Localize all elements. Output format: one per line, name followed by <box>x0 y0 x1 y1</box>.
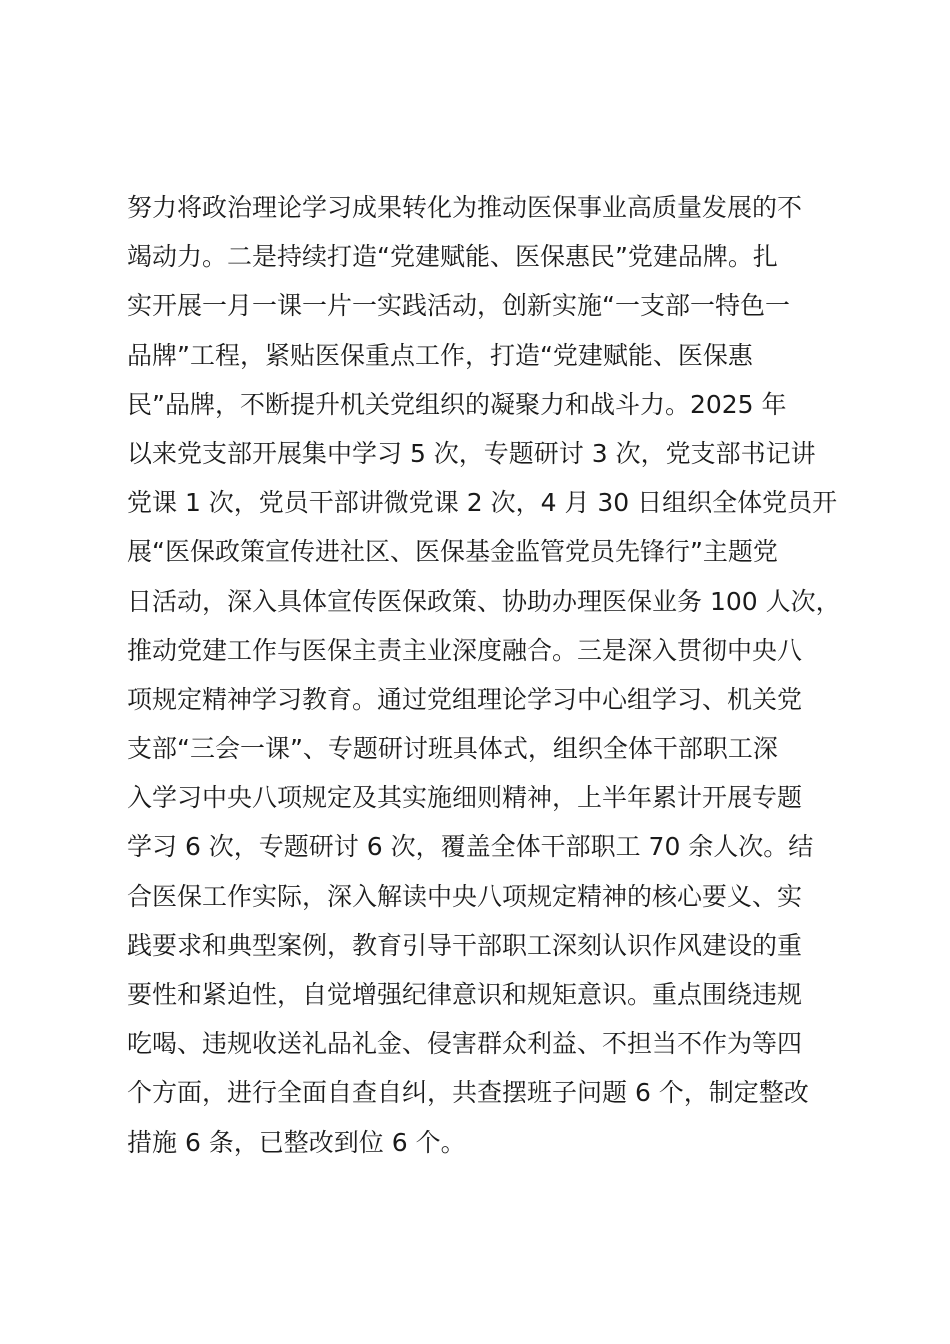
text-line: 项规定精神学习教育。通过党组理论学习中心组学习、机关党 <box>127 684 803 714</box>
text-line: 实开展一月一课一片一实践活动，创新实施“一支部一特色一 <box>127 291 790 321</box>
text-line: 展“医保政策宣传进社区、医保基金监管党员先锋行”主题党 <box>127 537 778 567</box>
text-line: 学习 6 次，专题研讨 6 次，覆盖全体干部职工 70 余人次。结 <box>127 832 814 862</box>
text-line: 入学习中央八项规定及其实施细则精神，上半年累计开展专题 <box>127 783 803 813</box>
text-line: 努力将政治理论学习成果转化为推动医保事业高质量发展的不 <box>127 193 803 222</box>
text-line: 吃喝、违规收送礼品礼金、侵害群众利益、不担当不作为等四 <box>127 1029 803 1059</box>
text-line: 品牌”工程，紧贴医保重点工作，打造“党建赋能、医保惠 <box>127 340 753 370</box>
body-paragraph <box>127 183 847 1167</box>
text-line: 合医保工作实际，深入解读中央八项规定精神的核心要义、实 <box>127 881 803 911</box>
text-line: 日活动，深入具体宣传医保政策、协助办理医保业务 100 人次， <box>127 586 841 616</box>
text-line: 支部“三会一课”、专题研讨班具体式，组织全体干部职工深 <box>127 734 778 764</box>
text-line: 要性和紧迫性，自觉增强纪律意识和规矩意识。重点围绕违规 <box>127 980 803 1009</box>
text-line: 党课 1 次，党员干部讲微党课 2 次，4 月 30 日组织全体党员开 <box>127 488 838 518</box>
text-line: 践要求和典型案例，教育引导干部职工深刻认识作风建设的重 <box>127 930 803 960</box>
text-line: 个方面，进行全面自查自纠，共查摆班子问题 6 个，制定整改 <box>127 1078 809 1108</box>
text-line: 推动党建工作与医保主责主业深度融合。三是深入贯彻中央八 <box>127 635 803 665</box>
text-line: 措施 6 条，已整改到位 6 个。 <box>127 1127 466 1157</box>
text-line: 民”品牌，不断提升机关党组织的凝聚力和战斗力。2025 年 <box>127 389 787 419</box>
text-line: 竭动力。二是持续打造“党建赋能、医保惠民”党建品牌。扎 <box>127 242 778 272</box>
text-line: 以来党支部开展集中学习 5 次，专题研讨 3 次，党支部书记讲 <box>127 438 816 468</box>
